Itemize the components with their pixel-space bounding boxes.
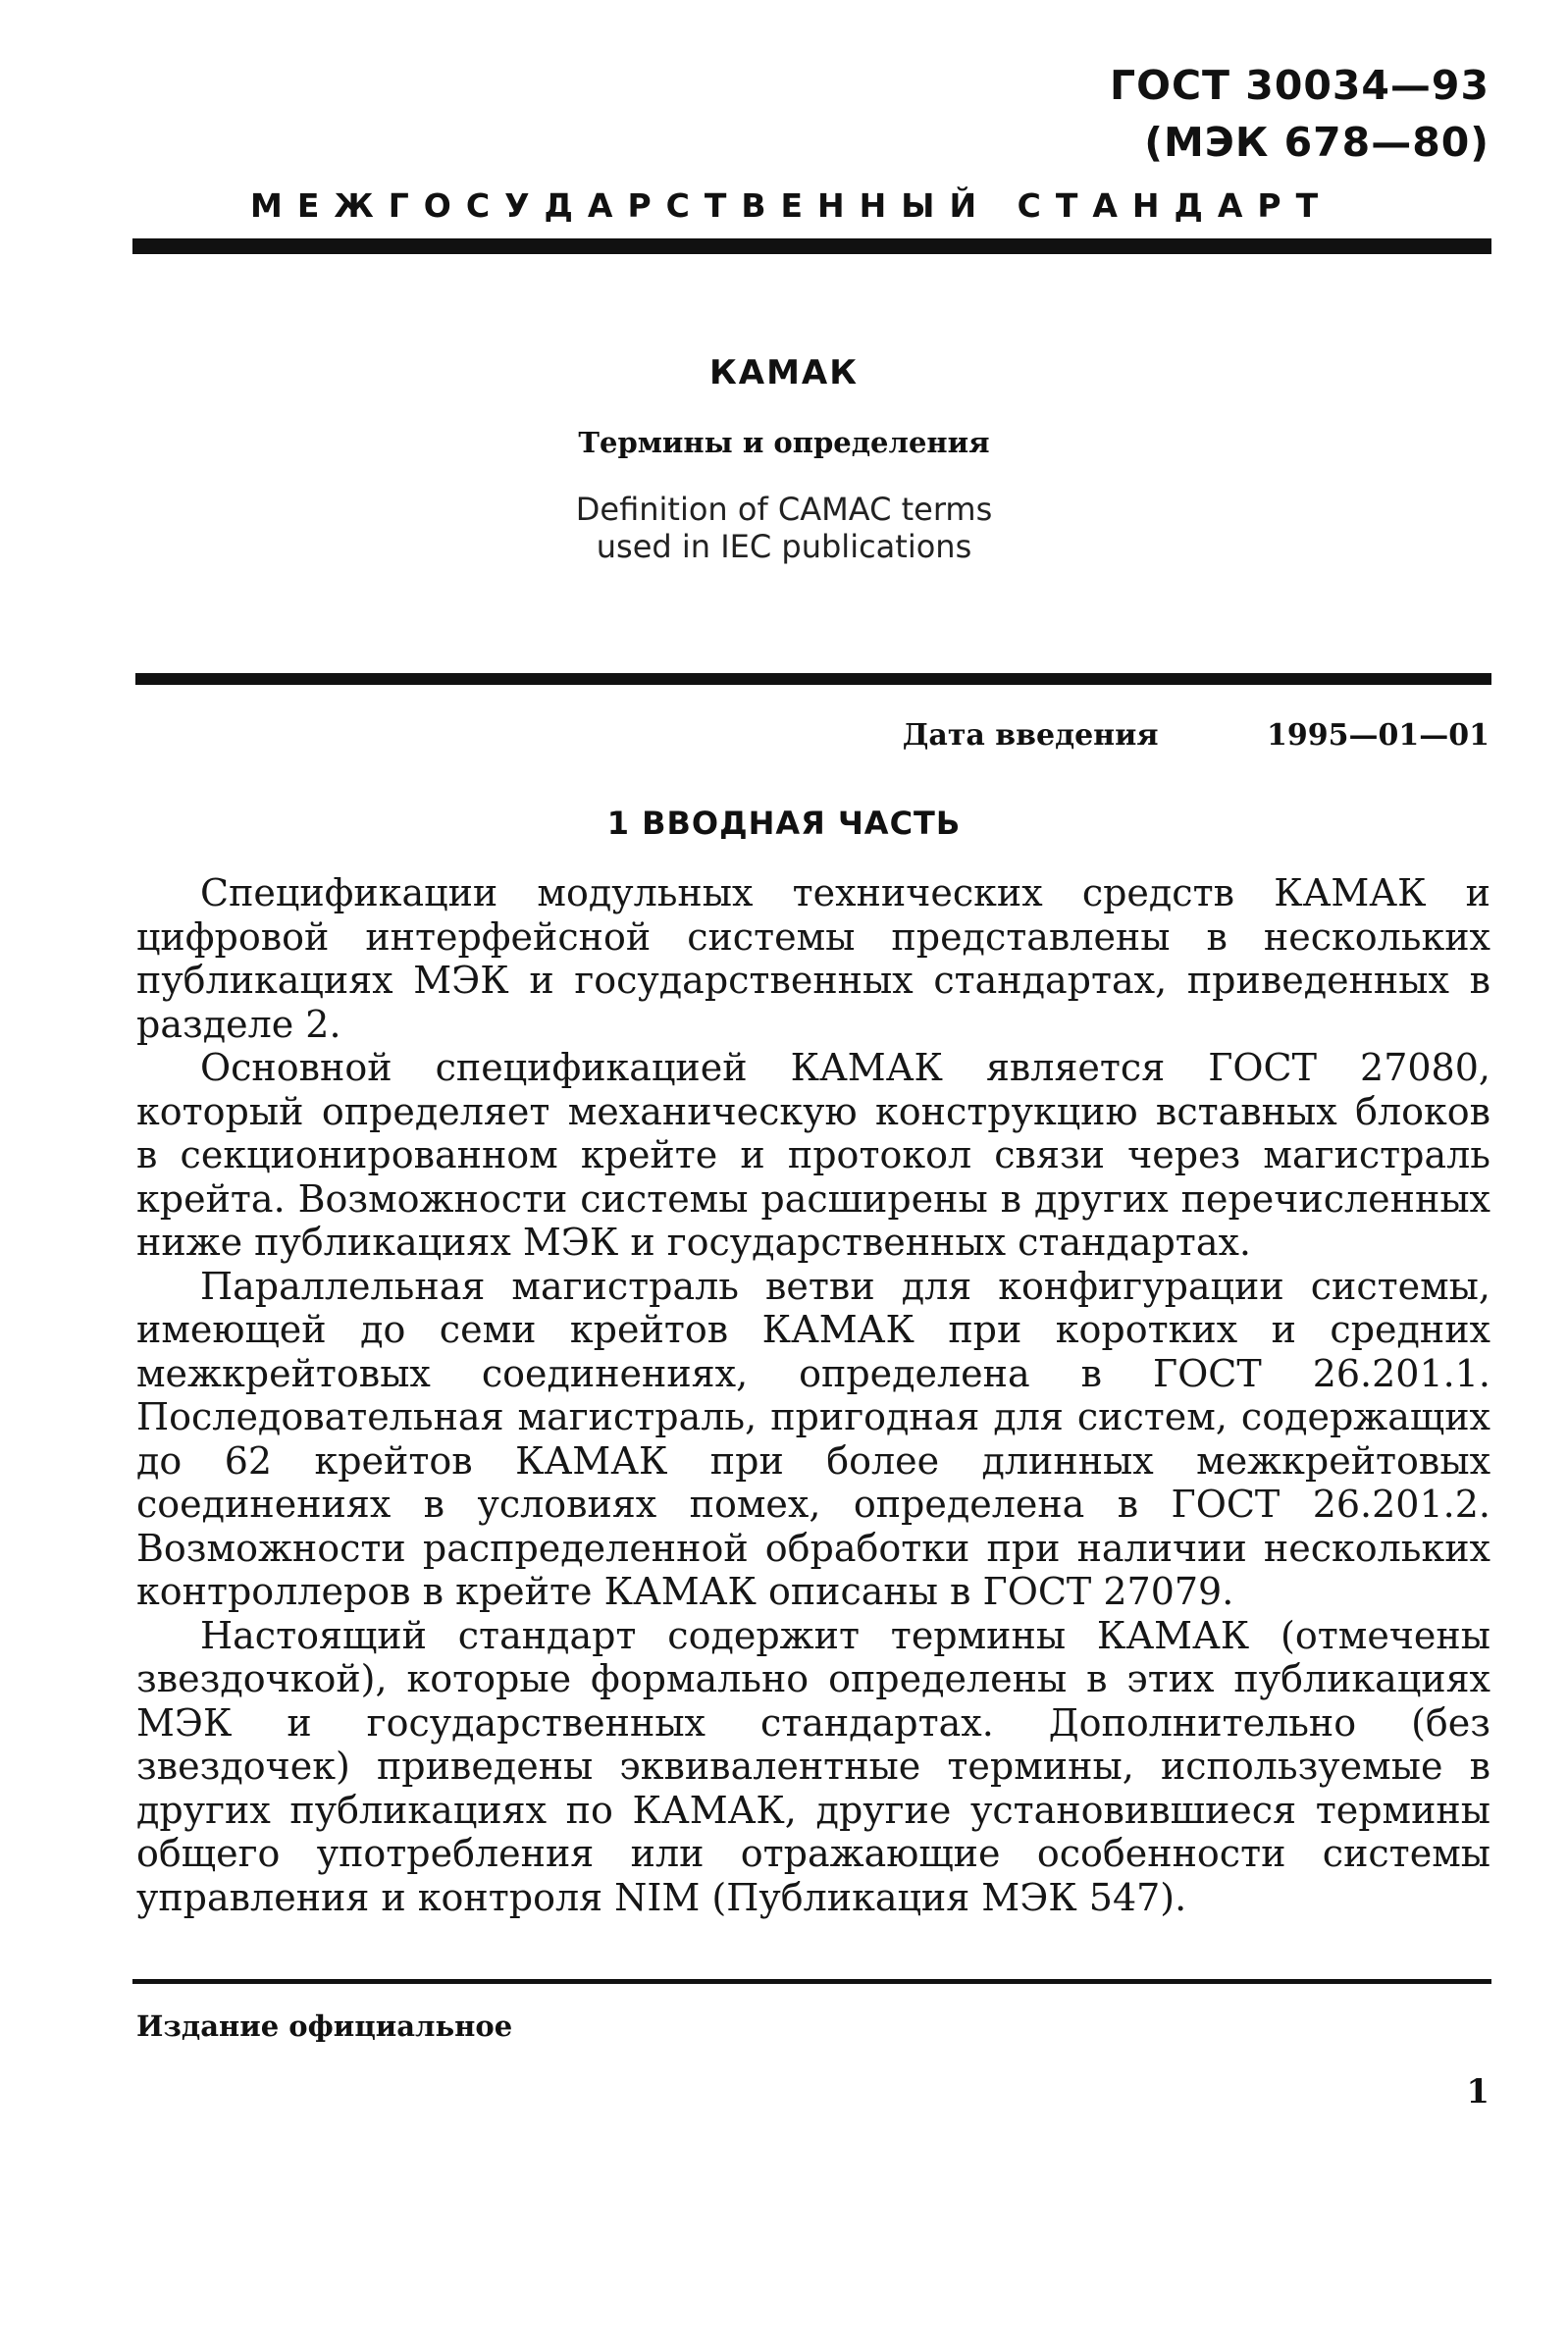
iec-reference: (МЭК 678—80) <box>1144 119 1490 166</box>
standard-number: ГОСТ 30034—93 <box>1109 62 1490 109</box>
title-divider <box>135 673 1491 685</box>
document-title: КАМАК <box>708 353 860 392</box>
introduction-date <box>903 718 1490 753</box>
english-title-line-2: used in IEC publications <box>596 528 972 565</box>
footer-divider <box>132 1979 1491 1984</box>
top-divider <box>132 238 1491 254</box>
document-subtitle: Термины и определения <box>578 426 990 459</box>
paragraph: Настоящий стандарт содержит термины КАМАК (отмечены звездочкой), которые формально определены в этих публикациях МЭК и государственных стандартах. Дополнительно (без звездочек) приведены эквивалентные термины, используемые в других публикациях по КАМАК, другие установившиеся термины общего употребления или отражающие особенности системы управления и контроля NIM (Публикация МЭК 547). <box>136 1613 1490 1919</box>
standard-number-block <box>1110 57 1490 171</box>
introduction-date-label: Дата введения <box>902 718 1159 753</box>
section-title: 1 ВВОДНАЯ ЧАСТЬ <box>606 805 962 842</box>
official-edition-note: Издание официальное <box>136 2009 513 2043</box>
paragraph: Параллельная магистраль ветви для конфигурации системы, имеющей до семи крейтов КАМАК при коротких и средних межкрейтовых соединениях, определена в ГОСТ 26.201.1. Последовательная магистраль, пригодная для систем, содержащих до 62 крейтов КАМАК при более длинных межкрейтовых соединениях в условиях помех, определена в ГОСТ 26.201.2. Возможности распределенной обработки при наличии нескольких контроллеров в крейте КАМАК описаны в ГОСТ 27079. <box>136 1264 1490 1613</box>
page-number: 1 <box>1466 2072 1490 2111</box>
english-title <box>0 491 1568 565</box>
interstate-standard-label: МЕЖГОСУДАРСТВЕННЫЙ СТАНДАРТ <box>250 186 1333 225</box>
section-body <box>136 871 1490 1919</box>
paragraph: Основной спецификацией КАМАК является ГОСТ 27080, который определяет механическую конструкцию вставных блоков в секционированном крейте и протокол связи через магистраль крейта. Возможности системы расширены в других перечисленных ниже публикациях МЭК и государственных стандартах. <box>136 1046 1490 1264</box>
paragraph: Спецификации модульных технических средств КАМАК и цифровой интерфейсной системы представлены в нескольких публикациях МЭК и государственных стандартах, приведенных в разделе 2. <box>136 871 1490 1046</box>
introduction-date-value: 1995—01—01 <box>1267 718 1490 753</box>
english-title-line-1: Definition of CAMAC terms <box>575 491 993 528</box>
